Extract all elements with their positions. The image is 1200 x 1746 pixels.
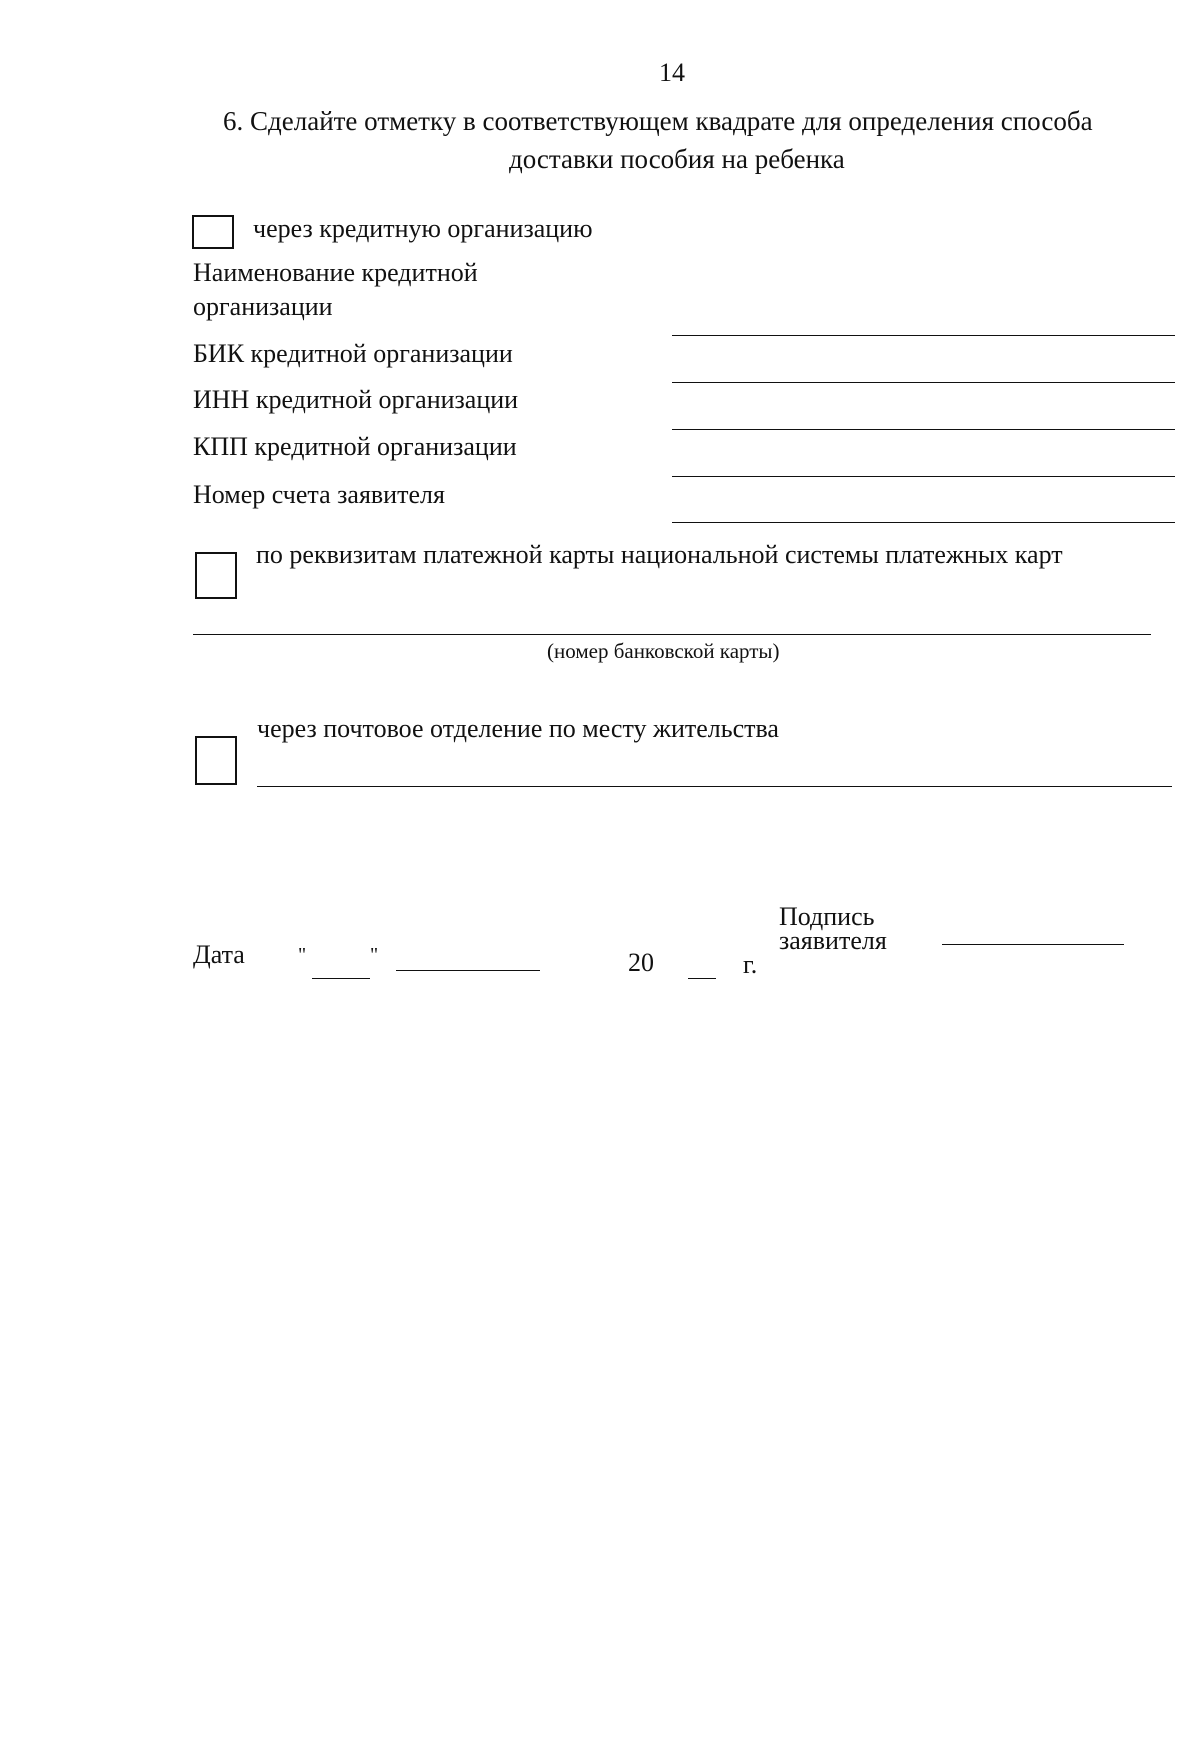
date-year-prefix: 20 bbox=[628, 948, 654, 977]
card-number-line[interactable] bbox=[193, 634, 1151, 635]
field-bank-name-label-line1: Наименование кредитной bbox=[193, 258, 478, 287]
option-post-label: через почтовое отделение по месту жительства bbox=[257, 714, 779, 743]
date-year-suffix: г. bbox=[743, 950, 758, 979]
card-number-caption: (номер банковской карты) bbox=[547, 639, 780, 663]
section-heading-line2: доставки пособия на ребенка bbox=[509, 144, 845, 174]
field-kpp-line[interactable] bbox=[672, 476, 1175, 477]
date-month-line[interactable] bbox=[396, 970, 540, 971]
checkbox-bank[interactable] bbox=[192, 215, 234, 249]
field-inn-label: ИНН кредитной организации bbox=[193, 385, 519, 414]
signature-label-line2: заявителя bbox=[779, 926, 887, 955]
date-quote-open: " bbox=[298, 944, 307, 966]
date-day-line[interactable] bbox=[312, 978, 370, 979]
option-bank-label: через кредитную организацию bbox=[253, 214, 593, 243]
field-account-label: Номер счета заявителя bbox=[193, 480, 445, 509]
field-account-line[interactable] bbox=[672, 522, 1175, 523]
date-label: Дата bbox=[193, 940, 245, 969]
checkbox-card[interactable] bbox=[195, 552, 237, 599]
field-bik-label: БИК кредитной организации bbox=[193, 339, 513, 368]
signature-label-line1: Подпись bbox=[779, 902, 875, 931]
date-quote-close: " bbox=[370, 944, 379, 966]
page-number: 14 bbox=[659, 58, 685, 87]
field-kpp-label: КПП кредитной организации bbox=[193, 432, 517, 461]
option-card-label: по реквизитам платежной карты национальной системы платежных карт bbox=[256, 540, 1063, 569]
field-bank-name-label-line2: организации bbox=[193, 292, 333, 321]
post-address-line[interactable] bbox=[257, 786, 1172, 787]
date-year-line[interactable] bbox=[688, 978, 716, 979]
field-bik-line[interactable] bbox=[672, 382, 1175, 383]
signature-line[interactable] bbox=[942, 944, 1124, 945]
section-heading-line1: 6. Сделайте отметку в соответствующем квадрате для определения способа bbox=[223, 106, 1093, 136]
field-bank-name-line[interactable] bbox=[672, 335, 1175, 336]
checkbox-post[interactable] bbox=[195, 736, 237, 785]
field-inn-line[interactable] bbox=[672, 429, 1175, 430]
